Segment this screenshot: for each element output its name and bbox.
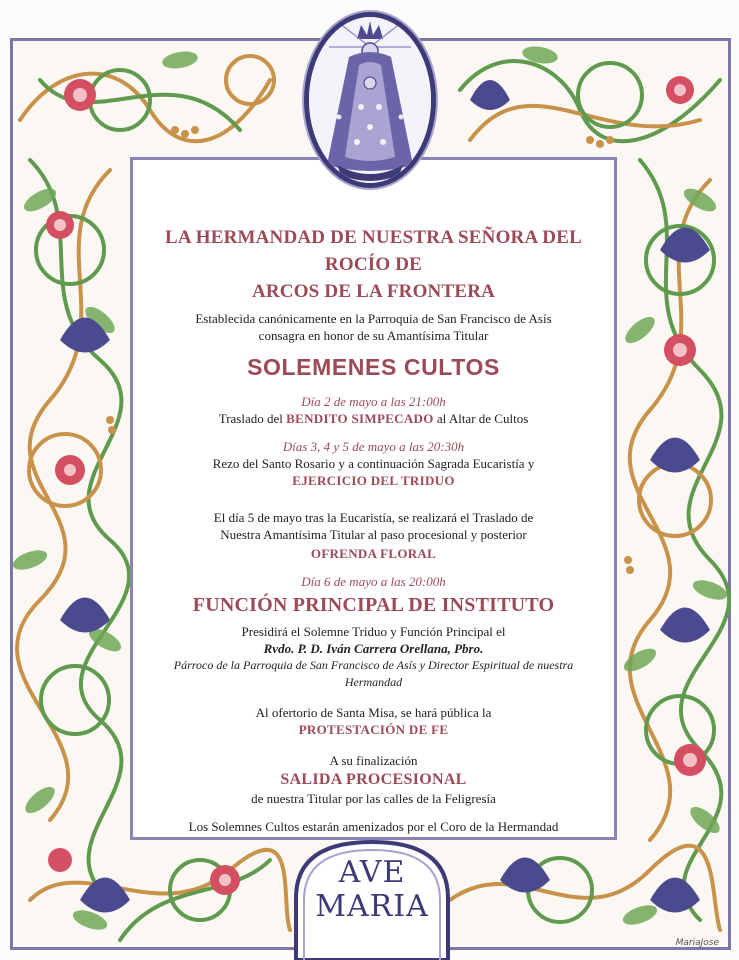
event-1-text: Traslado del BENDITO SIMPECADO al Altar de Cultos — [218, 411, 529, 426]
event-4 — [140, 573, 607, 691]
event-6 — [140, 752, 607, 807]
event-2 — [140, 438, 607, 489]
protestacion-de-fe: PROTESTACIÓN DE FE — [298, 722, 449, 737]
ofrenda-floral: OFRENDA FLORAL — [310, 546, 437, 561]
virgin-medallion — [304, 12, 436, 188]
intro-line-2: consagra en honor de su Amantísima Titular — [258, 328, 489, 343]
event-4-date: Día 6 de mayo a las 20:00h — [301, 574, 446, 589]
event-3-line-2: Nuestra Amantísima Titular al paso procesional y posterior — [220, 527, 527, 542]
finalization-text: A su finalización — [329, 753, 418, 768]
funcion-principal-title: FUNCIÓN PRINCIPAL DE INSTITUTO — [192, 594, 555, 616]
closing-note: Los Solemnes Cultos estarán amenizados por el Coro de la Hermandad — [188, 819, 559, 834]
priest-role-line-1: Párroco de la Parroquia de San Francisco de Asís y Director Espiritual de nuestra — [173, 658, 574, 672]
virgin-image — [309, 17, 431, 183]
brotherhood-title — [140, 224, 607, 305]
triduo-label: EJERCICIO DEL TRIDUO — [292, 473, 455, 488]
ave-maria-text — [292, 856, 452, 924]
intro-text — [140, 310, 607, 344]
salida-procesional: SALIDA PROCESIONAL — [280, 771, 467, 788]
artist-signature: MariaJose — [675, 938, 719, 948]
procession-text: de nuestra Titular por las calles de la Feligresía — [251, 791, 496, 806]
presides-text: Presidirá el Solemne Triduo y Función Principal el — [241, 624, 506, 639]
event-2-date: Días 3, 4 y 5 de mayo a las 20:30h — [282, 439, 465, 454]
offertory-text: Al ofertorio de Santa Misa, se hará pública la — [255, 705, 492, 720]
title-line-2: ARCOS DE LA FRONTERA — [251, 281, 496, 302]
event-3-line-1: El día 5 de mayo tras la Eucaristía, se realizará el Traslado de — [213, 510, 534, 525]
bendito-simpecado: BENDITO SIMPECADO — [286, 411, 434, 426]
intro-line-1: Establecida canónicamente en la Parroquia de San Francisco de Asís — [195, 311, 552, 326]
priest-name: Rvdo. P. D. Iván Carrera Orellana, Pbro. — [263, 641, 484, 656]
event-1-date: Día 2 de mayo a las 21:00h — [301, 394, 446, 409]
cults-title: SOLEMENES CULTOS — [247, 354, 500, 380]
event-1 — [140, 393, 607, 427]
ave-text: AVE — [338, 855, 406, 890]
priest-role-line-2: Hermandad — [344, 675, 403, 689]
event-5 — [140, 704, 607, 738]
event-2-text: Rezo del Santo Rosario y a continuación Sagrada Eucaristía y — [212, 456, 535, 471]
title-line-1: LA HERMANDAD DE NUESTRA SEÑORA DEL ROCÍO DE — [165, 227, 582, 275]
poster-text — [140, 200, 607, 835]
event-3 — [140, 509, 607, 562]
maria-text: MARIA — [315, 889, 429, 924]
